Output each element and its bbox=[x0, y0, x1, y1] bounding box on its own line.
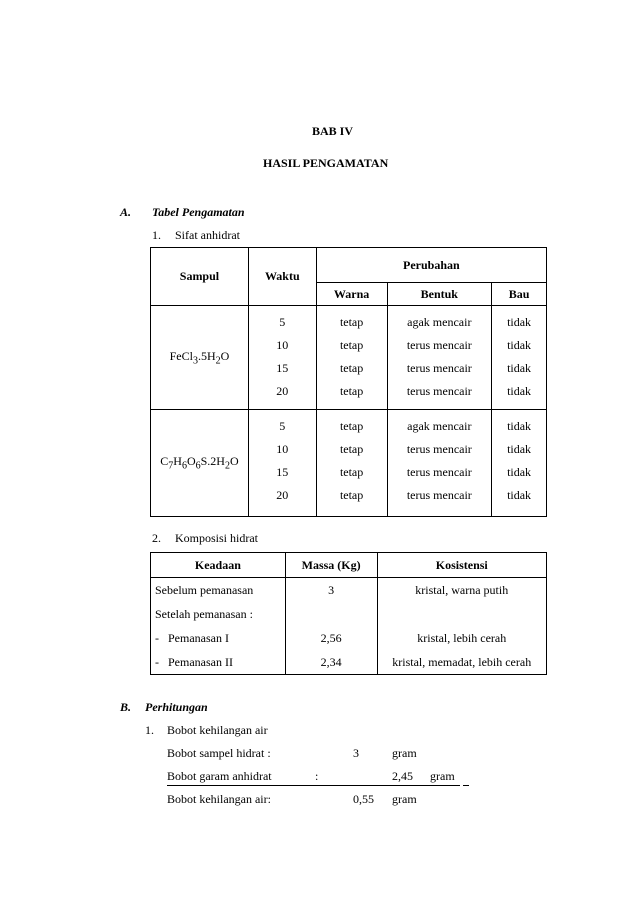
bentuk-value: terus mencair bbox=[406, 384, 472, 398]
warna-value: tetap bbox=[339, 419, 364, 433]
calc-label: Bobot sampel hidrat : bbox=[167, 746, 271, 760]
sample-c7h6o6s: $C_7H_6O_6S.2H_2O$ bbox=[151, 410, 249, 517]
konsistensi-cell bbox=[377, 602, 547, 626]
warna-value: tetap bbox=[339, 315, 364, 329]
calc-unit: gram bbox=[430, 769, 455, 783]
bentuk-value: agak mencair bbox=[407, 419, 472, 433]
section-a-letter: A. bbox=[120, 205, 132, 219]
header-perubahan: Perubahan bbox=[316, 248, 546, 283]
bau-value: tidak bbox=[507, 384, 532, 398]
header-massa: Massa (Kg) bbox=[285, 553, 377, 578]
bentuk-value: agak mencair bbox=[407, 315, 472, 329]
waktu-value: 10 bbox=[276, 442, 289, 456]
b-item1-label: Bobot kehilangan air bbox=[167, 723, 268, 737]
keadaan-cell: Sebelum pemanasan bbox=[151, 578, 286, 603]
calc-label: Bobot garam anhidrat bbox=[167, 769, 272, 783]
massa-cell: 2,34 bbox=[285, 650, 377, 675]
bau-value: tidak bbox=[507, 442, 532, 456]
konsistensi-cell: kristal, lebih cerah bbox=[377, 626, 547, 650]
calc-separator: : bbox=[315, 769, 319, 783]
header-bau: Bau bbox=[492, 283, 547, 306]
warna-value: tetap bbox=[339, 384, 364, 398]
warna-value: tetap bbox=[339, 465, 364, 479]
waktu-value: 5 bbox=[279, 315, 286, 329]
table-row-fecl3 bbox=[151, 306, 547, 410]
keadaan-cell: Setelah pemanasan : bbox=[151, 602, 286, 626]
bentuk-value: terus mencair bbox=[406, 361, 472, 375]
calc-label: Bobot kehilangan air: bbox=[167, 792, 271, 806]
item2-label: Komposisi hidrat bbox=[175, 531, 258, 545]
item2-number: 2. bbox=[152, 531, 161, 545]
calc-unit: gram bbox=[392, 746, 417, 760]
waktu-value: 15 bbox=[276, 361, 289, 375]
sum-underline bbox=[167, 785, 460, 786]
warna-value: tetap bbox=[339, 361, 364, 375]
warna-value: tetap bbox=[339, 488, 364, 502]
hydrate-composition-table bbox=[150, 552, 547, 675]
calc-value: 3 bbox=[353, 746, 359, 760]
header-waktu: Waktu bbox=[248, 248, 316, 306]
page-title: HASIL PENGAMATAN bbox=[263, 156, 389, 170]
warna-value: tetap bbox=[339, 442, 364, 456]
waktu-value: 5 bbox=[279, 419, 286, 433]
item1-number: 1. bbox=[152, 228, 161, 242]
chapter-heading: BAB IV bbox=[312, 124, 354, 138]
calc-value: 2,45 bbox=[392, 769, 413, 783]
section-b-title: Perhitungan bbox=[145, 700, 208, 714]
item1-label: Sifat anhidrat bbox=[175, 228, 240, 242]
header-bentuk: Bentuk bbox=[387, 283, 492, 306]
waktu-value: 15 bbox=[276, 465, 289, 479]
bentuk-value: terus mencair bbox=[406, 465, 472, 479]
bau-value: tidak bbox=[507, 361, 532, 375]
table-row bbox=[151, 602, 547, 626]
bau-value: tidak bbox=[507, 338, 532, 352]
bentuk-value: terus mencair bbox=[406, 338, 472, 352]
waktu-value: 20 bbox=[276, 384, 289, 398]
calc-unit: gram bbox=[392, 792, 417, 806]
konsistensi-cell: kristal, warna putih bbox=[377, 578, 547, 603]
bentuk-value: terus mencair bbox=[406, 488, 472, 502]
b-item1-number: 1. bbox=[145, 723, 154, 737]
section-a-title: Tabel Pengamatan bbox=[152, 205, 245, 219]
table-row-c7h6o6s bbox=[151, 410, 547, 517]
table-row bbox=[151, 626, 547, 650]
sample-fecl3: $FeCl_3.5H_2O$ bbox=[151, 306, 249, 410]
header-konsistensi: Kosistensi bbox=[377, 553, 547, 578]
anhydrous-properties-table bbox=[150, 247, 547, 517]
header-keadaan: Keadaan bbox=[151, 553, 286, 578]
calc-value: 0,55 bbox=[353, 792, 374, 806]
section-b-letter: B. bbox=[120, 700, 132, 714]
bau-value: tidak bbox=[507, 465, 532, 479]
bau-value: tidak bbox=[507, 419, 532, 433]
keadaan-cell: - Pemanasan I bbox=[151, 626, 286, 650]
header-warna: Warna bbox=[316, 283, 387, 306]
waktu-value: 10 bbox=[276, 338, 289, 352]
keadaan-cell: - Pemanasan II bbox=[151, 650, 286, 675]
table-row bbox=[151, 650, 547, 675]
massa-cell: 2,56 bbox=[285, 626, 377, 650]
konsistensi-cell: kristal, memadat, lebih cerah bbox=[377, 650, 547, 675]
bau-value: tidak bbox=[507, 488, 532, 502]
bentuk-value: terus mencair bbox=[406, 442, 472, 456]
massa-cell: 3 bbox=[285, 578, 377, 603]
massa-cell bbox=[285, 602, 377, 626]
bau-value: tidak bbox=[507, 315, 532, 329]
table-row bbox=[151, 578, 547, 603]
waktu-value: 20 bbox=[276, 488, 289, 502]
warna-value: tetap bbox=[339, 338, 364, 352]
sum-underline-tick bbox=[463, 785, 469, 786]
header-sampul: Sampul bbox=[151, 248, 249, 306]
